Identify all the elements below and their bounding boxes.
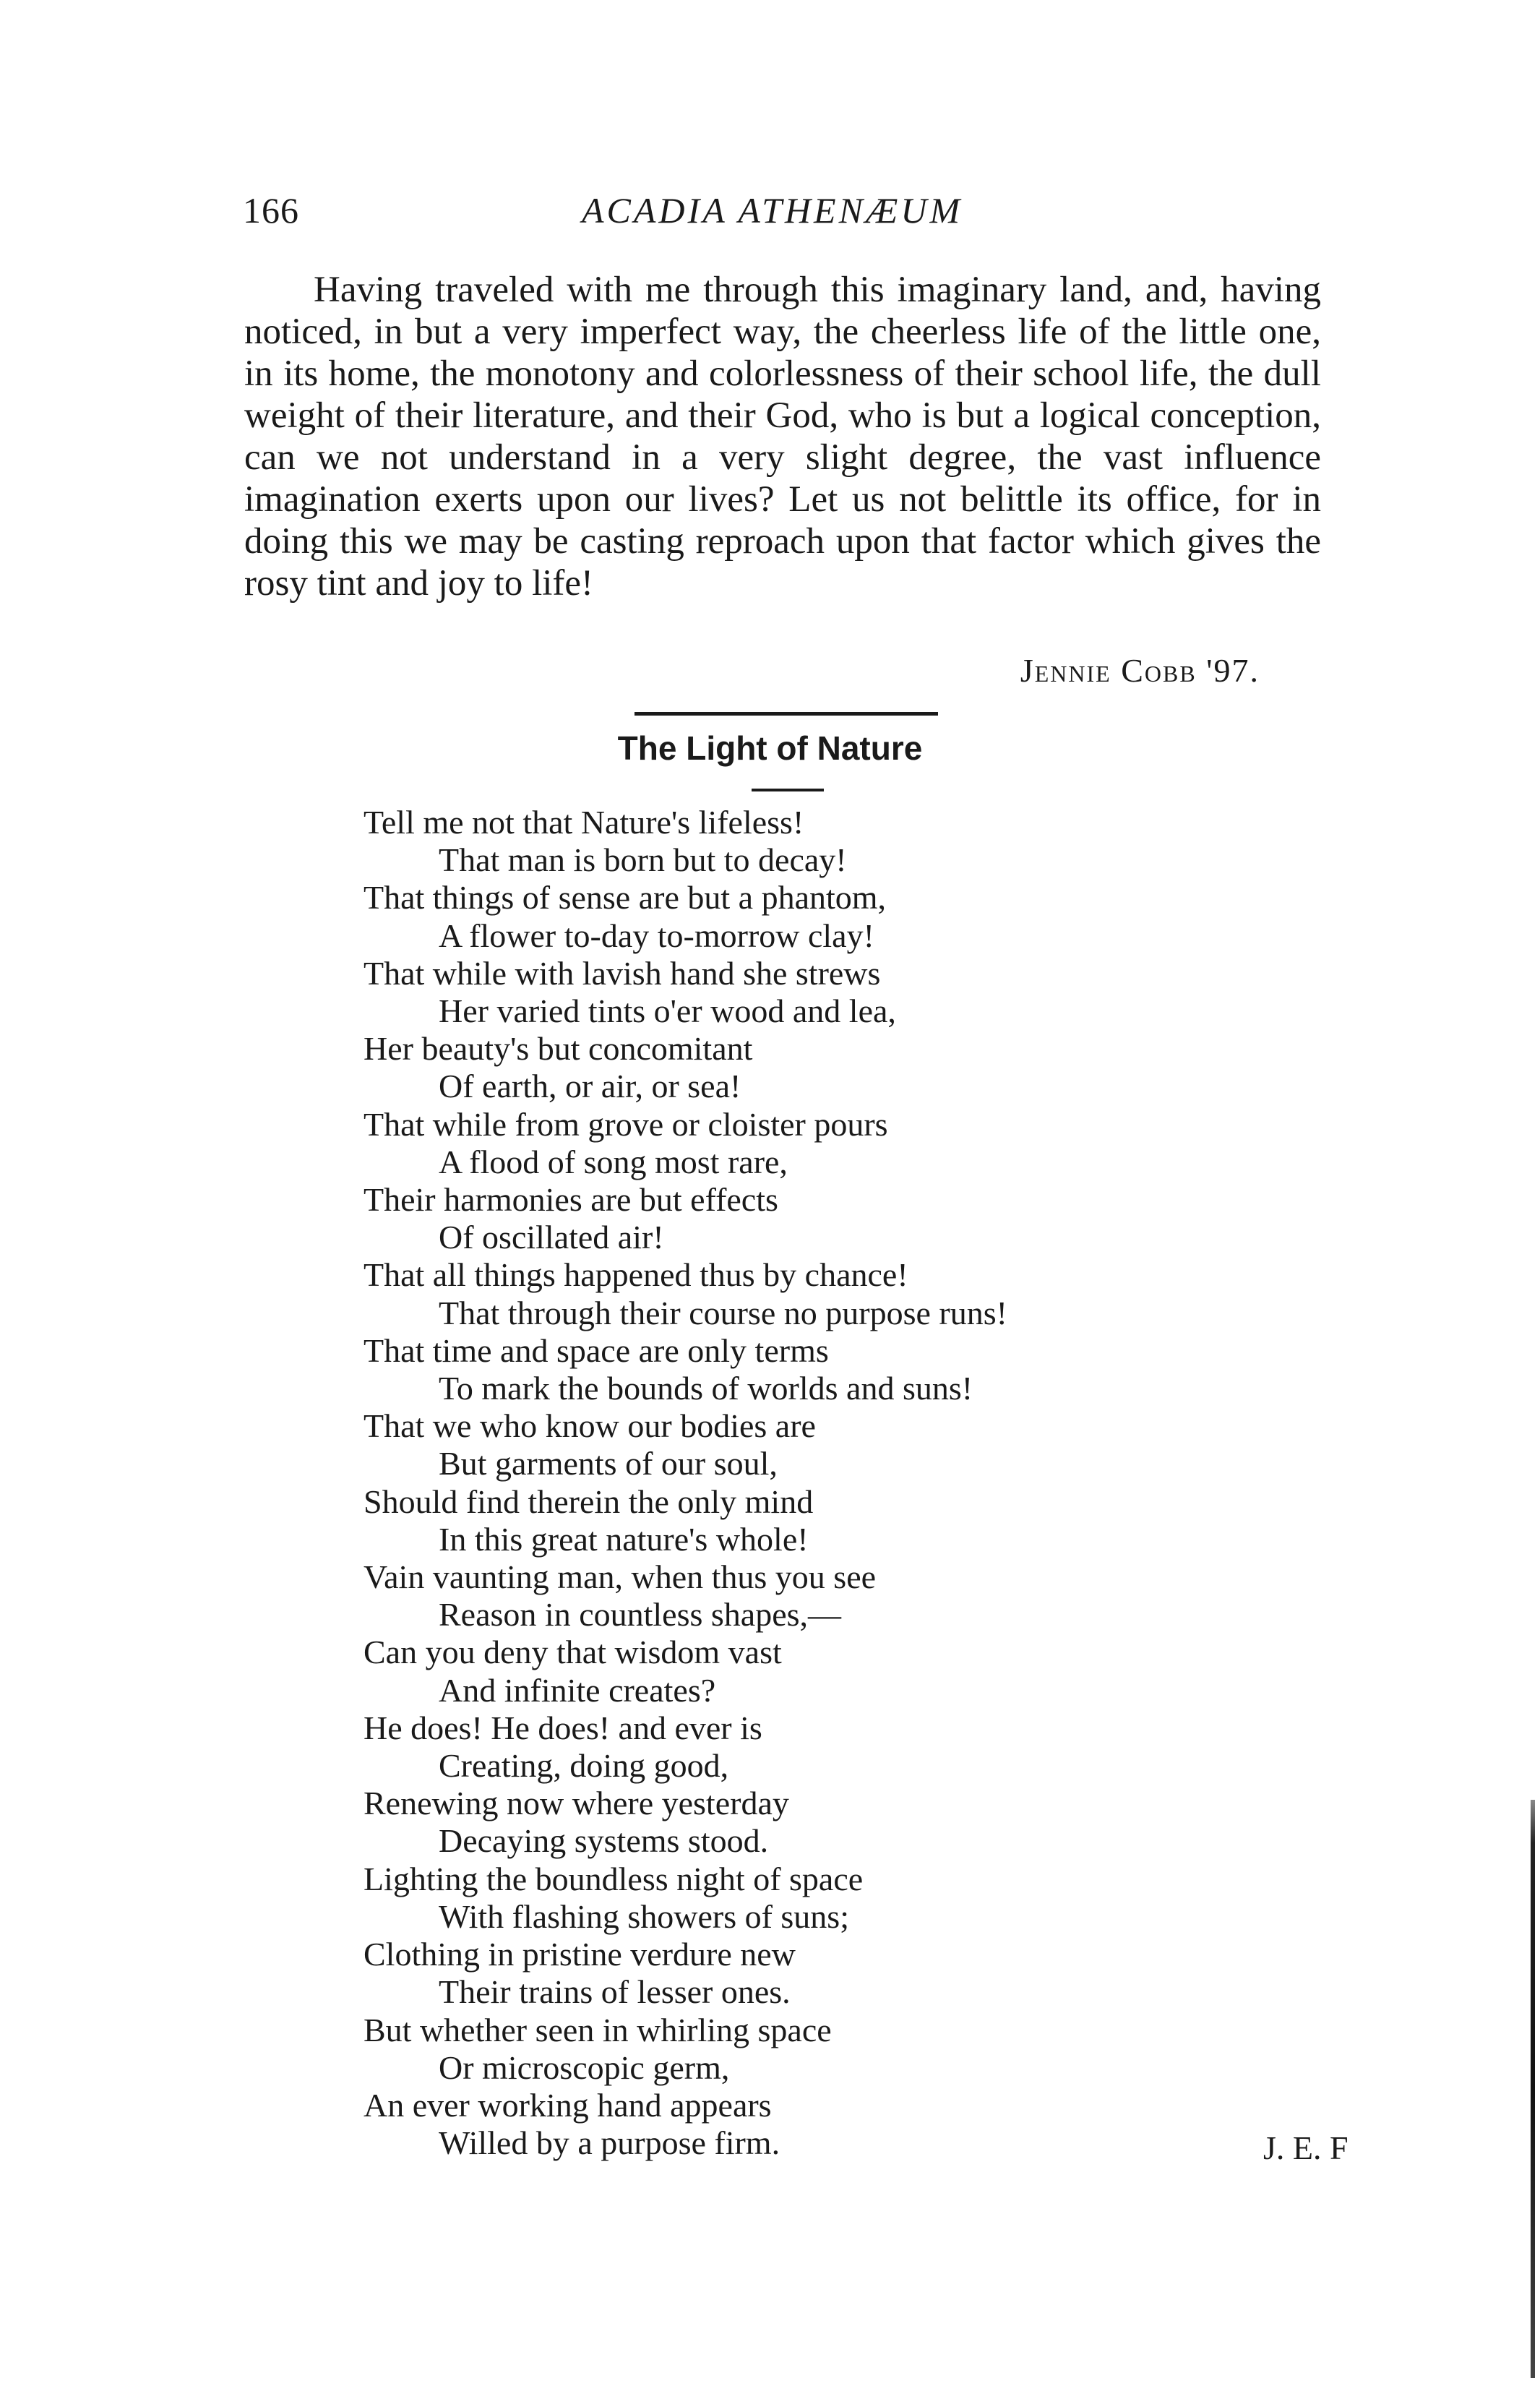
poem-line: Renewing now where yesterday xyxy=(364,1785,789,1822)
poem-line: That through their course no purpose runs! xyxy=(439,1294,1007,1331)
section-divider xyxy=(635,712,938,716)
poem-line: Decaying systems stood. xyxy=(439,1822,769,1860)
poem-line: Vain vaunting man, when thus you see xyxy=(364,1558,877,1596)
essay-signature: Jennie Cobb '97. xyxy=(1020,652,1260,689)
poem-line: He does! He does! and ever is xyxy=(364,1709,762,1746)
poem-line: Lighting the boundless night of space xyxy=(364,1860,864,1897)
poem-line: To mark the bounds of worlds and suns! xyxy=(439,1370,973,1407)
title-underline xyxy=(752,789,824,791)
essay-paragraph: Having traveled with me through this imaginary land, and, having noticed, in but a very imperfect way, the cheerless life of the little one, in its home, the monotony and colorlessness of their school life, the dull weight of their literature, and their God, who is but a logical conception, can we not understand in a very slight degree, the vast influence imagination exerts upon our lives? Let us not belittle its office, for in doing this we may be casting reproach upon that factor which gives the rosy tint and joy to life! xyxy=(244,270,1321,604)
poem-line: A flood of song most rare, xyxy=(439,1143,788,1180)
poem-body xyxy=(364,804,1007,2162)
poem-line: Willed by a purpose firm. xyxy=(439,2124,780,2162)
poem-line: That while with lavish hand she strews xyxy=(364,954,881,992)
poem-line: That all things happened thus by chance! xyxy=(364,1256,908,1294)
poem-line: But whether seen in whirling space xyxy=(364,2011,832,2048)
poem-line: In this great nature's whole! xyxy=(439,1520,809,1558)
page-number: 166 xyxy=(243,190,299,231)
poem-line: Her beauty's but concomitant xyxy=(364,1030,753,1068)
poem-line: Their trains of lesser ones. xyxy=(439,1973,791,2011)
poem-line: Their harmonies are but effects xyxy=(364,1181,778,1219)
poem-line: That time and space are only terms xyxy=(364,1331,829,1369)
poem-line: That while from grove or cloister pours xyxy=(364,1105,888,1143)
poem-line: Reason in countless shapes,— xyxy=(439,1596,842,1634)
poem-line: Should find therein the only mind xyxy=(364,1482,814,1520)
poem-line: Of oscillated air! xyxy=(439,1219,664,1256)
poem-line: And infinite creates? xyxy=(439,1671,716,1709)
poem-line: Clothing in pristine verdure new xyxy=(364,1936,796,1973)
poem-line: Tell me not that Nature's lifeless! xyxy=(364,804,804,841)
poem-title: The Light of Nature xyxy=(617,729,923,767)
running-title: ACADIA ATHENÆUM xyxy=(582,190,963,231)
poem-line: That things of sense are but a phantom, xyxy=(364,879,887,917)
poem-line: But garments of our soul, xyxy=(439,1445,778,1482)
poem-line: A flower to-day to-morrow clay! xyxy=(439,917,874,954)
poem-line: Her varied tints o'er wood and lea, xyxy=(439,992,896,1030)
poem-author-initials: J. E. F xyxy=(1263,2129,1348,2166)
poem-line: Or microscopic germ, xyxy=(439,2048,730,2086)
page-edge-shadow xyxy=(1531,1800,1535,2378)
poem-line: Creating, doing good, xyxy=(439,1747,729,1785)
poem-line: That we who know our bodies are xyxy=(364,1407,816,1445)
poem-line: Can you deny that wisdom vast xyxy=(364,1634,782,1671)
poem-line: An ever working hand appears xyxy=(364,2086,772,2124)
poem-line: That man is born but to decay! xyxy=(439,841,847,879)
poem-line: With flashing showers of suns; xyxy=(439,1897,849,1935)
poem-line: Of earth, or air, or sea! xyxy=(439,1068,741,1105)
